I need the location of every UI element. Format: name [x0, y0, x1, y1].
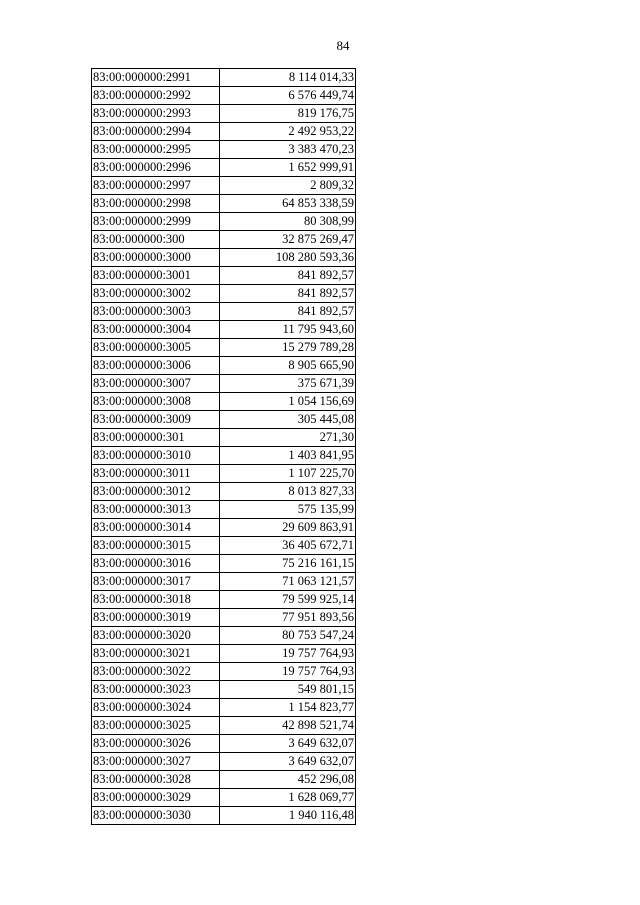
- cadastral-number-cell: 83:00:000000:2994: [92, 123, 220, 141]
- value-cell: 1 403 841,95: [220, 447, 356, 465]
- value-cell: 11 795 943,60: [220, 321, 356, 339]
- cadastral-number-cell: 83:00:000000:3019: [92, 609, 220, 627]
- cadastral-number-cell: 83:00:000000:3025: [92, 717, 220, 735]
- value-cell: 8 905 665,90: [220, 357, 356, 375]
- cadastral-number-cell: 83:00:000000:3021: [92, 645, 220, 663]
- cadastral-number-cell: 83:00:000000:3013: [92, 501, 220, 519]
- table-row: [92, 735, 356, 753]
- cadastral-number-cell: 83:00:000000:2993: [92, 105, 220, 123]
- table-row: [92, 447, 356, 465]
- value-cell: 19 757 764,93: [220, 663, 356, 681]
- value-cell: 305 445,08: [220, 411, 356, 429]
- table-body: [92, 69, 356, 825]
- table-row: [92, 753, 356, 771]
- cadastral-number-cell: 83:00:000000:2991: [92, 69, 220, 87]
- value-cell: 1 628 069,77: [220, 789, 356, 807]
- cadastral-number-cell: 83:00:000000:3001: [92, 267, 220, 285]
- cadastral-number-cell: 83:00:000000:3004: [92, 321, 220, 339]
- value-cell: 1 940 116,48: [220, 807, 356, 825]
- value-cell: 549 801,15: [220, 681, 356, 699]
- cadastral-number-cell: 83:00:000000:3027: [92, 753, 220, 771]
- table-row: [92, 267, 356, 285]
- table-row: [92, 663, 356, 681]
- cadastral-number-cell: 83:00:000000:3016: [92, 555, 220, 573]
- value-cell: 64 853 338,59: [220, 195, 356, 213]
- value-cell: 2 809,32: [220, 177, 356, 195]
- table-row: [92, 771, 356, 789]
- table-row: [92, 573, 356, 591]
- cadastral-number-cell: 83:00:000000:3014: [92, 519, 220, 537]
- cadastral-number-cell: 83:00:000000:3028: [92, 771, 220, 789]
- table-row: [92, 591, 356, 609]
- cadastral-number-cell: 83:00:000000:300: [92, 231, 220, 249]
- table-row: [92, 627, 356, 645]
- cadastral-number-cell: 83:00:000000:3030: [92, 807, 220, 825]
- table-row: [92, 321, 356, 339]
- table-row: [92, 429, 356, 447]
- table-row: [92, 285, 356, 303]
- cadastral-value-table: [91, 68, 356, 825]
- value-cell: 75 216 161,15: [220, 555, 356, 573]
- cadastral-number-cell: 83:00:000000:3009: [92, 411, 220, 429]
- value-cell: 80 308,99: [220, 213, 356, 231]
- value-cell: 8 013 827,33: [220, 483, 356, 501]
- cadastral-number-cell: 83:00:000000:3000: [92, 249, 220, 267]
- cadastral-number-cell: 83:00:000000:2996: [92, 159, 220, 177]
- table-row: [92, 789, 356, 807]
- table-row: [92, 159, 356, 177]
- table-row: [92, 609, 356, 627]
- page-number: 84: [336, 38, 350, 53]
- value-cell: 36 405 672,71: [220, 537, 356, 555]
- value-cell: 3 649 632,07: [220, 735, 356, 753]
- cadastral-number-cell: 83:00:000000:3023: [92, 681, 220, 699]
- cadastral-number-cell: 83:00:000000:3005: [92, 339, 220, 357]
- table-row: [92, 357, 356, 375]
- value-cell: 15 279 789,28: [220, 339, 356, 357]
- table-row: [92, 717, 356, 735]
- table-row: [92, 69, 356, 87]
- table-row: [92, 537, 356, 555]
- table-row: [92, 411, 356, 429]
- value-cell: 71 063 121,57: [220, 573, 356, 591]
- table-row: [92, 375, 356, 393]
- table-row: [92, 195, 356, 213]
- cadastral-number-cell: 83:00:000000:3002: [92, 285, 220, 303]
- value-cell: 29 609 863,91: [220, 519, 356, 537]
- value-cell: 19 757 764,93: [220, 645, 356, 663]
- value-cell: 841 892,57: [220, 285, 356, 303]
- value-cell: 819 176,75: [220, 105, 356, 123]
- cadastral-number-cell: 83:00:000000:3006: [92, 357, 220, 375]
- value-cell: 3 383 470,23: [220, 141, 356, 159]
- table-row: [92, 339, 356, 357]
- value-cell: 452 296,08: [220, 771, 356, 789]
- table-row: [92, 393, 356, 411]
- cadastral-number-cell: 83:00:000000:301: [92, 429, 220, 447]
- value-cell: 841 892,57: [220, 303, 356, 321]
- table-row: [92, 141, 356, 159]
- cadastral-number-cell: 83:00:000000:3007: [92, 375, 220, 393]
- table-row: [92, 231, 356, 249]
- value-cell: 841 892,57: [220, 267, 356, 285]
- value-cell: 108 280 593,36: [220, 249, 356, 267]
- table-row: [92, 555, 356, 573]
- table-row: [92, 501, 356, 519]
- value-cell: 42 898 521,74: [220, 717, 356, 735]
- table-row: [92, 87, 356, 105]
- table-row: [92, 177, 356, 195]
- cadastral-number-cell: 83:00:000000:3020: [92, 627, 220, 645]
- table-row: [92, 105, 356, 123]
- cadastral-number-cell: 83:00:000000:2998: [92, 195, 220, 213]
- table-row: [92, 465, 356, 483]
- table-row: [92, 483, 356, 501]
- value-cell: 1 054 156,69: [220, 393, 356, 411]
- value-cell: 1 154 823,77: [220, 699, 356, 717]
- value-cell: 375 671,39: [220, 375, 356, 393]
- cadastral-number-cell: 83:00:000000:2995: [92, 141, 220, 159]
- value-cell: 77 951 893,56: [220, 609, 356, 627]
- cadastral-number-cell: 83:00:000000:3008: [92, 393, 220, 411]
- cadastral-number-cell: 83:00:000000:2999: [92, 213, 220, 231]
- table-row: [92, 699, 356, 717]
- table-row: [92, 645, 356, 663]
- cadastral-number-cell: 83:00:000000:3024: [92, 699, 220, 717]
- cadastral-number-cell: 83:00:000000:3012: [92, 483, 220, 501]
- table-row: [92, 807, 356, 825]
- cadastral-number-cell: 83:00:000000:2997: [92, 177, 220, 195]
- value-cell: 271,30: [220, 429, 356, 447]
- table-row: [92, 519, 356, 537]
- cadastral-number-cell: 83:00:000000:3011: [92, 465, 220, 483]
- value-cell: 2 492 953,22: [220, 123, 356, 141]
- cadastral-number-cell: 83:00:000000:3026: [92, 735, 220, 753]
- value-cell: 6 576 449,74: [220, 87, 356, 105]
- value-cell: 1 107 225,70: [220, 465, 356, 483]
- table-row: [92, 681, 356, 699]
- cadastral-number-cell: 83:00:000000:3010: [92, 447, 220, 465]
- table-row: [92, 123, 356, 141]
- value-cell: 32 875 269,47: [220, 231, 356, 249]
- cadastral-number-cell: 83:00:000000:3017: [92, 573, 220, 591]
- value-cell: 79 599 925,14: [220, 591, 356, 609]
- table-row: [92, 249, 356, 267]
- cadastral-number-cell: 83:00:000000:3018: [92, 591, 220, 609]
- value-cell: 80 753 547,24: [220, 627, 356, 645]
- cadastral-number-cell: 83:00:000000:3003: [92, 303, 220, 321]
- value-cell: 575 135,99: [220, 501, 356, 519]
- cadastral-number-cell: 83:00:000000:3022: [92, 663, 220, 681]
- table-row: [92, 303, 356, 321]
- cadastral-number-cell: 83:00:000000:3015: [92, 537, 220, 555]
- value-cell: 1 652 999,91: [220, 159, 356, 177]
- cadastral-number-cell: 83:00:000000:3029: [92, 789, 220, 807]
- value-cell: 3 649 632,07: [220, 753, 356, 771]
- table-row: [92, 213, 356, 231]
- value-cell: 8 114 014,33: [220, 69, 356, 87]
- cadastral-number-cell: 83:00:000000:2992: [92, 87, 220, 105]
